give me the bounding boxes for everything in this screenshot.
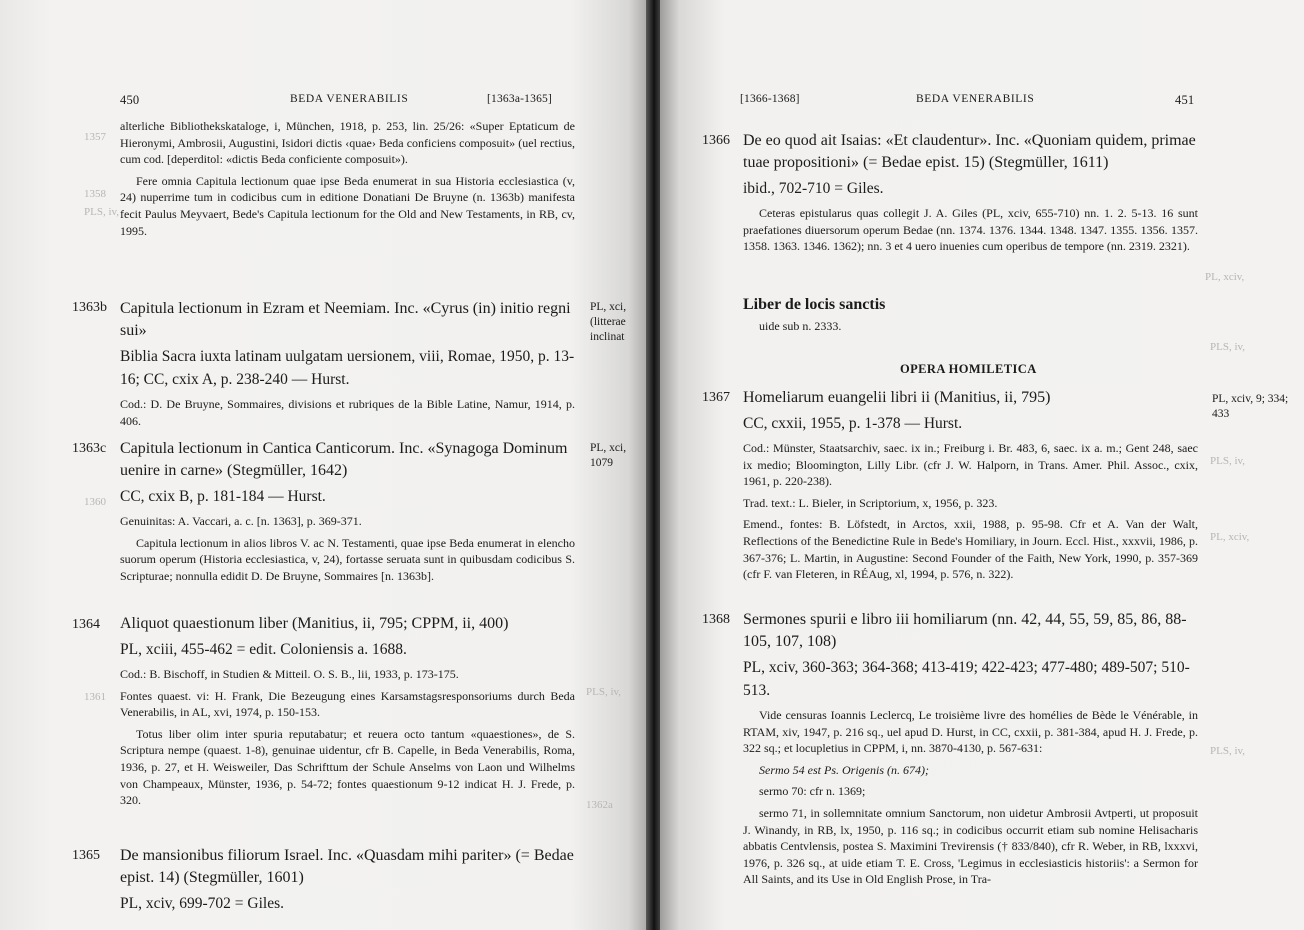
entry-heading: De mansionibus filiorum Israel. Inc. «Quasdam mihi pariter» (= Bedae epist. 14) (Stegmüller, 1601): [120, 847, 574, 886]
margin-reference: PL, xci, (litterae inclinat: [590, 301, 627, 343]
entry-tradition: Trad. text.: L. Bieler, in Scriptorium, x, 1956, p. 323.: [743, 495, 998, 510]
entry-edition: CC, cxxii, 1955, p. 1-378 — Hurst.: [743, 415, 963, 432]
bleed-number: PLS, iv,: [1210, 341, 1246, 353]
continuation-block: [120, 118, 575, 239]
entry-edition: PL, xciii, 455-462 = edit. Coloniensis a. 1688.: [120, 641, 407, 658]
entry-1363b: [120, 298, 575, 429]
entry-liber-de-locis: [743, 294, 1198, 335]
margin-reference: PL, xci, 1079: [590, 442, 627, 469]
page-number: 451: [1175, 93, 1195, 107]
margin-reference: PL, xciv, 9; 334; 433: [1212, 393, 1289, 420]
bleed-number: 1357: [84, 131, 106, 143]
running-title: BEDA VENERABILIS: [916, 93, 1035, 105]
entry-number: 1364: [72, 617, 100, 632]
entry-note: Totus liber olim inter spuria reputabatur; et reuera octo tantum «quaestiones», de S. Scriptura nempe (quaest. 1-8), genuinae uidentur, cfr B. Capelle, in Beda Venerabilis, Roma, 1936, p. 27, et H. Weisweiler, Das Schrifttum der Schule Anselms von Laon und Wilhelms von Champeaux, Münster, 1936, p. 54-72; fontes quaestionum 9-12 indicat H. J. Frede, p. 320.: [120, 726, 575, 808]
bleed-number: PL, xciv,: [1205, 271, 1245, 283]
bleed-number: 1360: [84, 496, 106, 508]
sermo-71-note: sermo 71, in sollemnitate omnium Sanctorum, non uidetur Ambrosii Avtperti, ut proposuit J. Winandy, in RB, lx, 1950, p. 116 sq.; in codicibus occurrit etiam sub nomine Helisacharis abbatis Centvlensis, postea S. Maximini Trevirensis († 833/840), cfr R. Weber, in RB, lxxxvi, 1976, p. 326 sq., at uide etiam T. E. Cross, 'Legimus in ecclesiasticis historiis': a Sermon for All Saints, and its Use in Old English Prose, in Tra-: [743, 805, 1198, 887]
continuation-text: alterliche Bibliothekskataloge, i, München, 1918, p. 253, lin. 25/26: «Super Eptaticum de Hieronymi, Ambrosii, Augustini, Isidori dictis ‹quae› Beda conficiens composuit» (uel rectius, cum cod. [deperditol: «dictis Beda conficiente composuit»).: [120, 119, 575, 167]
entry-note: Capitula lectionum in alios libros V. ac N. Testamenti, quae ipse Beda enumerat in elencho suorum operum (Historia ecclesiastica, v, 24), fortasse seruata sunt in quibusdam codicibus S. Scripturae; nonnulla edidit D. De Bruyne, Sommaires [n. 1363b].: [120, 535, 575, 583]
entry-heading: Capitula lectionum in Cantica Canticorum. Inc. «Synagoga Dominum uenire in carne» (Stegmüller, 1642): [120, 440, 568, 479]
entry-number: 1363b: [72, 300, 107, 315]
page-range: [1363a-1365]: [487, 93, 552, 105]
entry-edition: PL, xciv, 360-363; 364-368; 413-419; 422-423; 477-480; 489-507; 510-513.: [743, 659, 1190, 699]
entry-1366: [743, 130, 1198, 255]
entry-1368: [743, 609, 1198, 888]
bleed-number: PLS, iv,: [1210, 455, 1246, 467]
sermo-70-note: sermo 70: cfr n. 1369;: [759, 784, 866, 799]
entry-heading: De eo quod ait Isaias: «Et claudentur». Inc. «Quoniam quidem, primae tuae propositioni» (= Bedae epist. 15) (Stegmüller, 1611): [743, 132, 1196, 171]
running-title: BEDA VENERABILIS: [290, 93, 409, 105]
entry-codices: Cod.: D. De Bruyne, Sommaires, divisions et rubriques de la Bible Latine, Namur, 1914, p. 406.: [120, 397, 575, 428]
fere-omnia-paragraph: Fere omnia Capitula lectionum quae ipse Beda enumerat in sua Historia ecclesiastica (v, 24) nuperrime tum in codicibus cum in editione Donatiani De Bruyne (n. 1363b) manifesta fecit Paulus Meyvaert, Bede's Capitula lectionum for the Old and New Testaments, in RB, cv, 1995.: [120, 173, 575, 238]
entry-1365: [120, 845, 575, 915]
page-number: 450: [120, 93, 140, 107]
page-range: [1366-1368]: [740, 93, 800, 105]
entry-codices: Cod.: B. Bischoff, in Studien & Mitteil. O. S. B., lii, 1933, p. 173-175.: [120, 667, 459, 681]
entry-number: 1368: [702, 612, 730, 627]
entry-1367: [743, 387, 1198, 583]
entry-number: 1365: [72, 848, 100, 863]
entry-heading: Sermones spurii e libro iii homiliarum (nn. 42, 44, 55, 59, 85, 86, 88-105, 107, 108): [743, 611, 1187, 650]
left-page: [0, 0, 648, 930]
entry-edition: Biblia Sacra iuxta latinam uulgatam uersionem, viii, Romae, 1950, p. 13-16; CC, cxix A, p. 238-240 — Hurst.: [120, 348, 575, 388]
entry-1363c: [120, 438, 575, 584]
bleed-number: 1362a: [586, 799, 613, 811]
entry-1364: [120, 613, 575, 809]
entry-edition: PL, xciv, 699-702 = Giles.: [120, 895, 285, 912]
sermo-54-note: Sermo 54 est Ps. Origenis (n. 674);: [759, 762, 929, 777]
right-page: [660, 0, 1304, 930]
entry-heading: Homeliarum euangelii libri ii (Manitius, ii, 795): [743, 389, 1051, 406]
entry-note: uide sub n. 2333.: [759, 319, 842, 333]
entry-fontes: Fontes quaest. vi: H. Frank, Die Bezeugung eines Karsamstagsresponsoriums durch Beda Venerabilis, in AL, xvi, 1974, p. 150-153.: [120, 688, 575, 720]
entry-genuinitas: Genuinitas: A. Vaccari, a. c. [n. 1363], p. 369-371.: [120, 514, 362, 528]
entry-heading: Capitula lectionum in Ezram et Neemiam. Inc. «Cyrus (in) initio regni sui»: [120, 300, 571, 339]
entry-emendation: Emend., fontes: B. Löfstedt, in Arctos, xxii, 1988, p. 95-98. Cfr et A. Van der Walt, Reflections of the Benedictine Rule in Bede's Homiliary, in Journ. Eccl. Hist., xxxvii, 1986, p. 367-376; L. Martin, in Augustine: Second Founder of the Faith, New York, 1990, p. 357-369 (cfr F. van Fleteren, in RÉAug, xl, 1994, p. 576, n. 322).: [743, 517, 1198, 582]
entry-edition: ibid., 702-710 = Giles.: [743, 180, 884, 197]
entry-number: 1367: [702, 390, 730, 405]
bleed-number: PL, xciv,: [1210, 531, 1250, 543]
bleed-number: 1361: [84, 691, 106, 703]
entry-heading: Liber de locis sanctis: [743, 296, 886, 313]
entry-codices: Cod.: Münster, Staatsarchiv, saec. ix in.; Freiburg i. Br. 483, 6, saec. ix a. m.; Gent 248, saec ix medio; Bloomington, Lilly Libr. (cfr J. W. Halporn, in Trans. Amer. Phil. Assoc., cxix, 1961, p. 220-238).: [743, 441, 1198, 489]
entry-note: Vide censuras Ioannis Leclercq, Le troisième livre des homélies de Bède le Vénérable, in RTAM, xiv, 1947, p. 216 sq., uel apud D. Hurst, in CC, cxxii, p. 381-384, apud H. J. Frede, p. 322 sq.; et locupletius in CPPM, i, nn. 3870-4130, p. 567-631:: [743, 708, 1198, 756]
entry-heading: Aliquot quaestionum liber (Manitius, ii, 795; CPPM, ii, 400): [120, 615, 509, 632]
bleed-number: PLS, iv,: [1210, 745, 1246, 757]
bleed-number: PLS, iv,: [586, 686, 622, 698]
entry-edition: CC, cxix B, p. 181-184 — Hurst.: [120, 488, 326, 505]
bleed-number: PLS, iv,: [84, 206, 120, 218]
entry-number: 1366: [702, 133, 730, 148]
section-title: OPERA HOMILETICA: [900, 362, 1037, 376]
entry-note: Ceteras epistularus quas collegit J. A. Giles (PL, xciv, 655-710) nn. 1. 2. 5-13. 16 sunt praefationes diuersorum operum Bedae (nn. 1374. 1376. 1344. 1348. 1347. 1355. 1356. 1357. 1358. 1363. 1346. 1362); nn. 3 et 4 uero inuenies cum operibus de tempore (nn. 2319. 2321).: [743, 206, 1198, 254]
entry-number: 1363c: [72, 441, 107, 456]
bleed-number: 1358: [84, 188, 106, 200]
